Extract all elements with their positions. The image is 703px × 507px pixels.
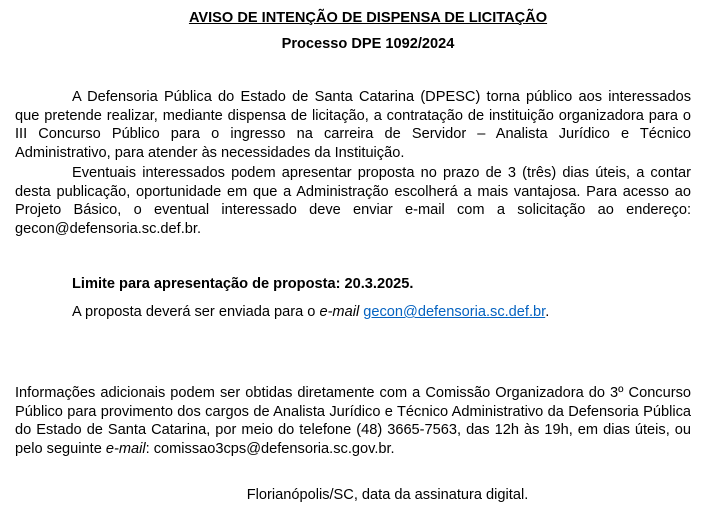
send-suffix: . xyxy=(545,304,550,320)
send-prefix: A proposta deverá ser enviada para o xyxy=(72,304,320,320)
gecon-email-link[interactable]: gecon@defensoria.sc.def.br xyxy=(363,304,546,320)
send-email-word: e-mail xyxy=(319,304,360,320)
intro-paragraph: A Defensoria Pública do Estado de Santa Catarina (DPESC) torna público aos interessados que pretende realizar, mediante dispensa de licitação, a contratação de instituição organizadora para o III Concurso Público para o ingresso na carreira de Servidor – Analista Jurídico e Técnico Administrativo, para atender às necessidades da Instituição. xyxy=(15,89,691,161)
process-number: Processo DPE 1092/2024 xyxy=(281,36,455,52)
signature-line: Florianópolis/SC, data da assinatura digital. xyxy=(246,487,529,503)
info-email-word: e-mail xyxy=(105,440,146,457)
info-email-rest: : comissao3cps@defensoria.sc.gov.br. xyxy=(145,440,395,457)
send-proposal-line xyxy=(72,303,549,321)
additional-info-paragraph xyxy=(15,384,691,458)
info-text: Informações adicionais podem ser obtidas diretamente com a Comissão Organizadora do 3º Concurso Público para provimento dos cargos de Analista Jurídico e Técnico Administrativo da Defensoria Pública do Estado de Santa Catarina, por meio do telefone (48) 3665-7563, das 12h às 19h, em dias úteis, ou pelo seguinte xyxy=(15,385,691,457)
document-title: AVISO DE INTENÇÃO DE DISPENSA DE LICITAÇÃO xyxy=(188,10,548,26)
proposal-paragraph: Eventuais interessados podem apresentar proposta no prazo de 3 (três) dias úteis, a contar desta publicação, oportunidade em que a Administração escolherá a mais vantajosa. Para acesso ao Projeto Básico, o eventual interessado deve enviar e-mail com a solicitação ao endereço: gecon@defensoria.sc.def.br. xyxy=(15,165,691,237)
deadline-line: Limite para apresentação de proposta: 20.3.2025. xyxy=(72,276,414,292)
